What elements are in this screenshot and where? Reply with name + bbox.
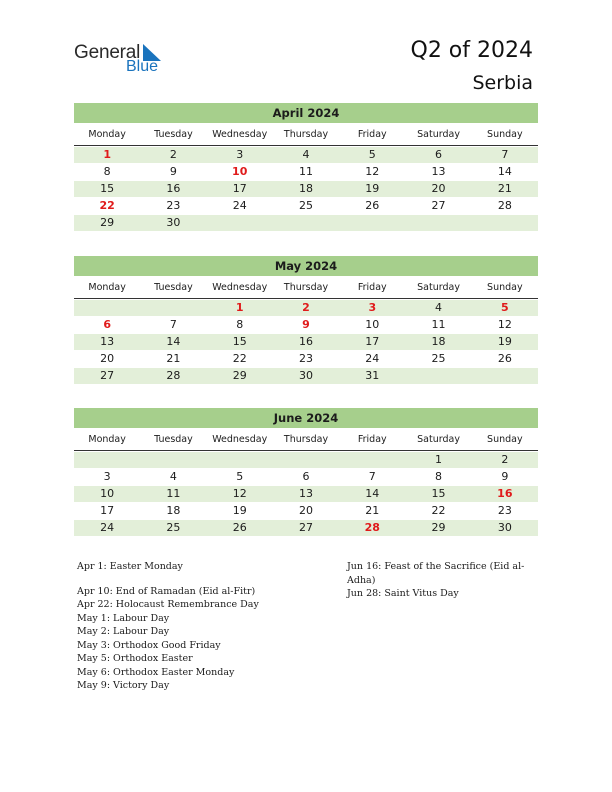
day-cell: 7 — [368, 470, 376, 483]
weekday-label: Sunday — [487, 282, 523, 293]
week-row — [74, 368, 538, 384]
day-cell: 30 — [497, 521, 512, 534]
day-cell: 19 — [365, 182, 380, 195]
weekday-header-row — [74, 127, 538, 146]
empty-day-cell — [140, 452, 206, 468]
day-cell: 19 — [497, 335, 512, 348]
week-row — [74, 215, 538, 231]
day-cell: 27 — [100, 369, 115, 382]
day-cell: 22 — [99, 199, 115, 212]
holiday-notes-right — [347, 560, 532, 601]
day-cell: 5 — [368, 148, 376, 161]
weekday-label: Wednesday — [212, 129, 268, 140]
day-cell: 13 — [100, 335, 115, 348]
weekday-label: Thursday — [283, 434, 329, 445]
day-cell: 1 — [435, 453, 443, 466]
day-cell: 24 — [232, 199, 247, 212]
day-cell: 20 — [431, 182, 446, 195]
day-cell: 26 — [365, 199, 380, 212]
day-cell: 10 — [100, 487, 115, 500]
weekday-label: Monday — [88, 282, 126, 293]
generalblue-logo — [74, 42, 174, 78]
week-row — [74, 334, 538, 350]
day-cell: 14 — [166, 335, 181, 348]
weekday-label: Thursday — [283, 129, 329, 140]
day-cell: 12 — [232, 487, 247, 500]
day-cell: 6 — [302, 470, 310, 483]
day-cell: 30 — [298, 369, 313, 382]
holiday-note: May 9: Victory Day — [77, 680, 170, 691]
weekday-header-row — [74, 432, 538, 451]
day-cell: 8 — [236, 318, 244, 331]
day-cell: 1 — [103, 148, 111, 161]
day-cell: 21 — [365, 504, 380, 517]
empty-day-cell — [405, 368, 471, 384]
day-cell: 16 — [166, 182, 181, 195]
day-cell: 18 — [298, 182, 313, 195]
holiday-note: Jun 16: Feast of the Sacrifice (Eid al-Adha) — [347, 561, 525, 586]
month-calendar-june — [74, 408, 538, 536]
holiday-notes-left — [77, 560, 327, 693]
day-cell: 8 — [435, 470, 443, 483]
day-cell: 21 — [166, 352, 181, 365]
day-cell: 4 — [169, 470, 177, 483]
holiday-note: Apr 22: Holocaust Remembrance Day — [77, 599, 259, 610]
day-cell: 23 — [497, 504, 512, 517]
day-cell: 24 — [365, 352, 380, 365]
weekday-label: Sunday — [487, 129, 523, 140]
weekday-label: Wednesday — [212, 434, 268, 445]
day-cell: 9 — [302, 318, 310, 331]
day-cell: 27 — [431, 199, 446, 212]
day-cell: 14 — [365, 487, 380, 500]
weekday-label: Friday — [357, 434, 387, 445]
day-cell: 18 — [166, 504, 181, 517]
empty-day-cell — [339, 215, 405, 231]
day-cell: 4 — [435, 301, 443, 314]
day-cell: 17 — [365, 335, 380, 348]
day-cell: 9 — [169, 165, 177, 178]
day-cell: 19 — [232, 504, 247, 517]
week-row — [74, 469, 538, 485]
day-cell: 29 — [431, 521, 446, 534]
empty-day-cell — [140, 300, 206, 316]
holiday-note: May 2: Labour Day — [77, 626, 170, 637]
month-calendar-may — [74, 256, 538, 384]
day-cell: 3 — [103, 470, 111, 483]
week-row — [74, 317, 538, 333]
day-cell: 1 — [235, 301, 244, 314]
day-cell: 2 — [169, 148, 177, 161]
day-cell: 2 — [501, 453, 509, 466]
day-cell: 16 — [497, 487, 513, 500]
empty-day-cell — [273, 215, 339, 231]
holiday-note: Jun 28: Saint Vitus Day — [347, 588, 459, 599]
day-cell: 28 — [364, 521, 380, 534]
empty-day-cell — [472, 215, 538, 231]
weekday-label: Monday — [88, 129, 126, 140]
month-title: June 2024 — [74, 408, 538, 428]
week-row — [74, 198, 538, 214]
weekday-header-row — [74, 280, 538, 299]
day-cell: 5 — [501, 301, 509, 314]
day-cell: 30 — [166, 216, 181, 229]
month-calendar-april — [74, 103, 538, 231]
week-row — [74, 181, 538, 197]
day-cell: 13 — [431, 165, 446, 178]
day-cell: 25 — [166, 521, 181, 534]
logo-general-text: General — [74, 42, 141, 63]
day-cell: 6 — [103, 318, 111, 331]
day-cell: 10 — [232, 165, 248, 178]
day-cell: 17 — [100, 504, 115, 517]
logo-blue-text: Blue — [126, 58, 159, 75]
empty-day-cell — [405, 215, 471, 231]
day-cell: 15 — [232, 335, 247, 348]
day-cell: 4 — [302, 148, 310, 161]
day-cell: 29 — [100, 216, 115, 229]
empty-day-cell — [207, 215, 273, 231]
day-cell: 25 — [298, 199, 313, 212]
day-cell: 17 — [232, 182, 247, 195]
day-cell: 28 — [166, 369, 181, 382]
country-name: Serbia — [472, 72, 533, 94]
empty-day-cell — [273, 452, 339, 468]
holiday-note: May 5: Orthodox Easter — [77, 653, 193, 664]
empty-day-cell — [74, 300, 140, 316]
weekday-label: Monday — [88, 434, 126, 445]
day-cell: 10 — [365, 318, 380, 331]
day-cell: 7 — [169, 318, 177, 331]
day-cell: 20 — [100, 352, 115, 365]
page-title: Q2 of 2024 — [410, 38, 533, 63]
week-row — [74, 164, 538, 180]
holiday-note: May 3: Orthodox Good Friday — [77, 639, 221, 651]
day-cell: 12 — [497, 318, 512, 331]
holiday-note: May 1: Labour Day — [77, 612, 170, 624]
day-cell: 26 — [232, 521, 247, 534]
month-title: May 2024 — [74, 256, 538, 276]
day-cell: 11 — [298, 165, 313, 178]
day-cell: 22 — [431, 504, 446, 517]
week-row — [74, 300, 538, 316]
week-row — [74, 351, 538, 367]
empty-day-cell — [472, 368, 538, 384]
weekday-label: Tuesday — [154, 434, 193, 445]
weekday-label: Sunday — [487, 434, 523, 445]
empty-day-cell — [207, 452, 273, 468]
day-cell: 15 — [431, 487, 446, 500]
weekday-label: Saturday — [417, 434, 460, 445]
day-cell: 5 — [236, 470, 244, 483]
weekday-label: Thursday — [283, 282, 329, 293]
day-cell: 24 — [100, 521, 115, 534]
day-cell: 7 — [501, 148, 509, 161]
day-cell: 6 — [435, 148, 443, 161]
day-cell: 12 — [365, 165, 380, 178]
day-cell: 21 — [497, 182, 512, 195]
day-cell: 31 — [365, 369, 380, 382]
month-title: April 2024 — [74, 103, 538, 123]
weekday-label: Saturday — [417, 282, 460, 293]
weekday-label: Tuesday — [154, 282, 193, 293]
week-row — [74, 503, 538, 519]
day-cell: 22 — [232, 352, 247, 365]
day-cell: 14 — [497, 165, 512, 178]
day-cell: 3 — [236, 148, 244, 161]
day-cell: 16 — [298, 335, 313, 348]
day-cell: 23 — [166, 199, 181, 212]
day-cell: 2 — [302, 301, 310, 314]
week-row — [74, 486, 538, 502]
day-cell: 3 — [368, 301, 377, 314]
holiday-note: Apr 10: End of Ramadan (Eid al-Fitr) — [77, 585, 256, 597]
holiday-note: May 6: Orthodox Easter Monday — [77, 666, 235, 678]
week-row — [74, 520, 538, 536]
holiday-note: Apr 1: Easter Monday — [77, 561, 183, 572]
day-cell: 28 — [497, 199, 512, 212]
day-cell: 29 — [232, 369, 247, 382]
day-cell: 15 — [100, 182, 115, 195]
empty-day-cell — [339, 452, 405, 468]
weekday-label: Saturday — [417, 129, 460, 140]
day-cell: 11 — [166, 487, 181, 500]
day-cell: 20 — [298, 504, 313, 517]
weekday-label: Tuesday — [154, 129, 193, 140]
week-row — [74, 147, 538, 163]
day-cell: 25 — [431, 352, 446, 365]
weekday-label: Friday — [357, 282, 387, 293]
weekday-label: Wednesday — [212, 282, 268, 293]
day-cell: 27 — [298, 521, 313, 534]
weekday-label: Friday — [357, 129, 387, 140]
day-cell: 23 — [298, 352, 313, 365]
empty-day-cell — [74, 452, 140, 468]
day-cell: 8 — [103, 165, 111, 178]
week-row — [74, 452, 538, 468]
day-cell: 26 — [497, 352, 512, 365]
day-cell: 13 — [298, 487, 313, 500]
day-cell: 18 — [431, 335, 446, 348]
day-cell: 11 — [431, 318, 446, 331]
day-cell: 9 — [501, 470, 509, 483]
